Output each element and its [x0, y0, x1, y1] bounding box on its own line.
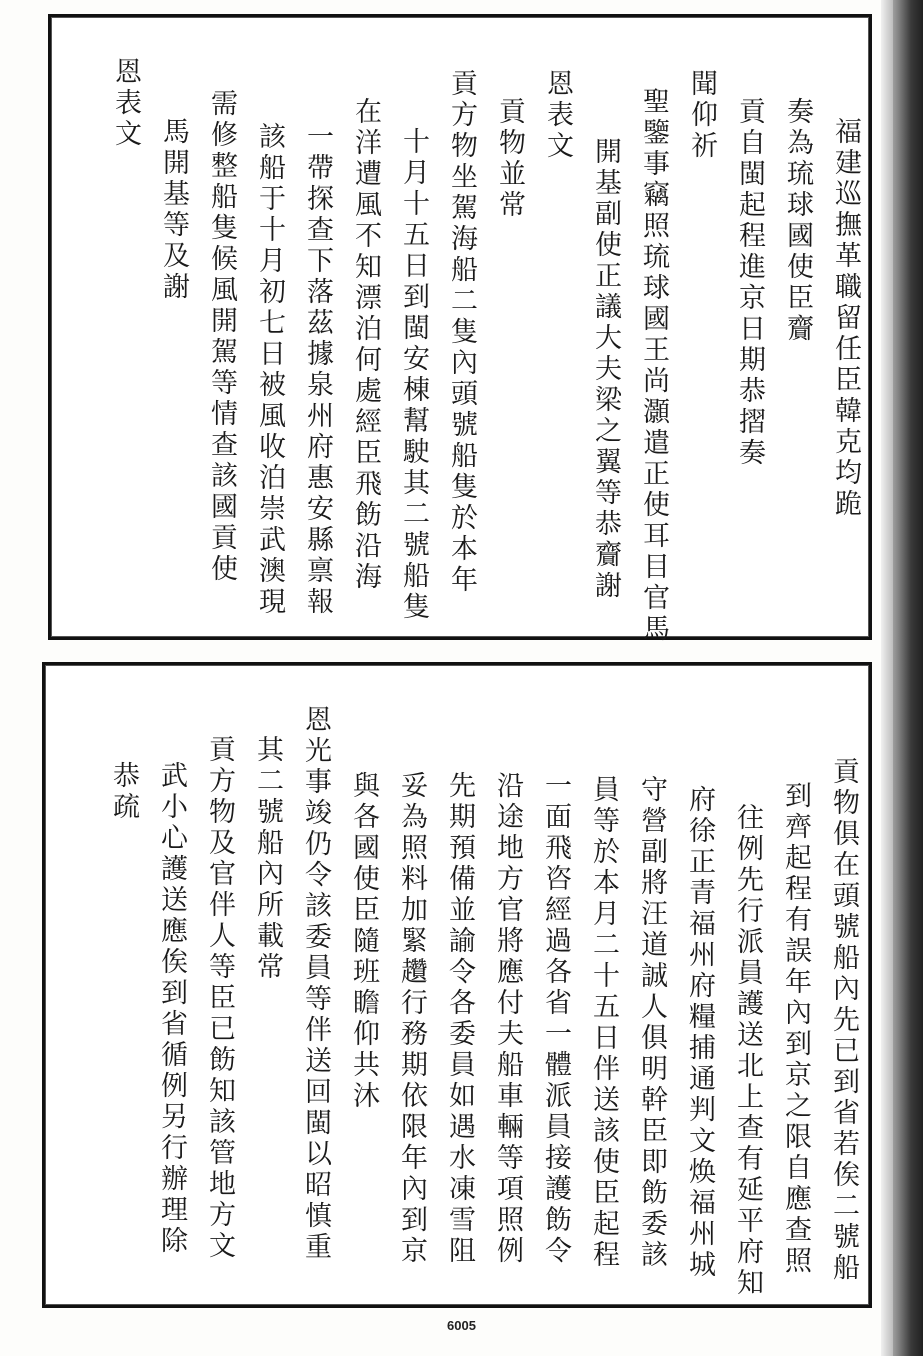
text-column: 貢物俱在頭號船內先已到省若俟二號船 — [828, 757, 859, 1284]
text-column: 該船于十月初七日被風收泊崇武澳現 — [254, 122, 285, 618]
text-column: 恭疏 — [108, 761, 139, 823]
text-column: 馬開基等及謝 — [158, 117, 189, 303]
text-column: 聖鑒事竊照琉球國王尚灝遣正使耳目官馬 — [638, 87, 669, 645]
text-column: 府徐正青福州府糧捕通判文焕福州城 — [684, 785, 715, 1281]
bottom-text-columns — [45, 665, 869, 1305]
page-number: 6005 — [447, 1318, 476, 1333]
text-column: 沿途地方官將應付夫船車輛等項照例 — [492, 771, 523, 1267]
book-spine-edge — [881, 0, 893, 1356]
text-column: 貢方物坐駕海船二隻內頭號船隻於本年 — [446, 69, 477, 596]
text-column: 貢自閩起程進京日期恭摺奏 — [734, 97, 765, 469]
text-column: 聞仰祈 — [686, 69, 717, 162]
text-column: 貢方物及官伴人等臣已飭知該管地方文 — [204, 735, 235, 1262]
text-column: 奏為琉球國使臣齎 — [782, 97, 813, 345]
text-column: 一帶探查下落茲據泉州府惠安縣禀報 — [302, 122, 333, 618]
text-column: 妥為照料加緊趲行務期依限年內到京 — [396, 771, 427, 1267]
text-column: 到齊起程有誤年內到京之限自應查照 — [780, 781, 811, 1277]
text-column: 與各國使臣隨班瞻仰共沐 — [348, 771, 379, 1112]
top-text-columns — [51, 17, 869, 645]
text-column: 恩表文 — [542, 69, 573, 162]
text-column: 在洋遭風不知漂泊何處經臣飛飭沿海 — [350, 97, 381, 593]
text-column: 守營副將汪道誠人俱明幹臣即飭委該 — [636, 775, 667, 1271]
text-column: 往例先行派員護送北上查有延平府知 — [732, 803, 763, 1299]
text-column: 需修整船隻候風開駕等情查該國貢使 — [206, 89, 237, 585]
text-column: 員等於本月二十五日伴送該使臣起程 — [588, 775, 619, 1271]
text-column: 福建巡撫革職留任臣韓克均跪 — [830, 117, 861, 520]
text-column: 恩光事竣仍令該委員等伴送回閩以昭慎重 — [300, 705, 331, 1263]
text-column: 先期預備並諭令各委員如遇水凍雪阻 — [444, 771, 475, 1267]
text-column: 武小心護送應俟到省循例另行辦理除 — [156, 761, 187, 1257]
text-column: 貢物並常 — [494, 97, 525, 221]
top-document-panel — [48, 14, 872, 645]
text-column: 恩表文 — [110, 57, 141, 150]
text-column: 一面飛咨經過各省一體派員接護飭令 — [540, 771, 571, 1267]
bottom-document-panel — [42, 662, 872, 1308]
text-column: 其二號船內所載常 — [252, 735, 283, 983]
text-column: 十月十五日到閩安棟幫駛其二號船隻 — [398, 127, 429, 623]
text-column: 開基副使正議大夫梁之翼等恭齎謝 — [590, 137, 621, 602]
